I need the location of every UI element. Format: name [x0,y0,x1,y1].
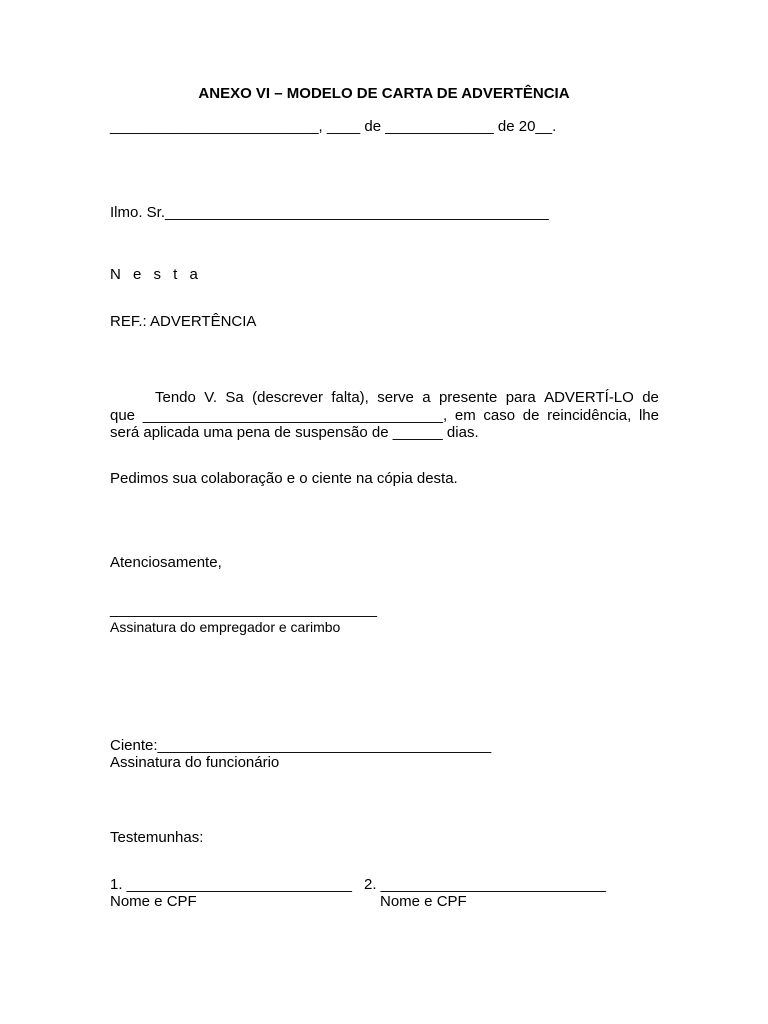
request-line: Pedimos sua colaboração e o ciente na cópia desta. [110,470,458,487]
closing-line: Atenciosamente, [110,554,222,571]
body-paragraph [110,389,659,442]
nesta-line: N e s t a [110,266,202,283]
ciente-signature-line: Ciente:________________________________________ [110,737,492,754]
document-title: ANEXO VI – MODELO DE CARTA DE ADVERTÊNCIA [198,85,570,102]
body-word: V. [204,389,218,406]
body-word: ADVERTÍ-LO [544,389,634,406]
body-word: Tendo [155,389,196,406]
body-word: Sa [225,389,244,406]
body-word: serve [377,389,414,406]
addressee-line: Ilmo. Sr.______________________________________________ [110,204,549,221]
body-paragraph-row-1 [110,389,659,407]
employee-signature-caption: Assinatura do funcionário [110,754,280,771]
body-word: presente [438,389,498,406]
witnesses-label: Testemunhas: [110,829,204,846]
body-word: para [505,389,536,406]
witness-2-line: 2. ___________________________ [364,876,606,893]
body-paragraph-row-2: que ____________________________________, em caso de reincidência, lhe [110,406,659,424]
body-word: falta), [331,389,369,406]
witness-1-line: 1. ___________________________ [110,876,352,893]
witness-1-caption: Nome e CPF [110,893,197,910]
witness-2-caption: Nome e CPF [380,893,467,910]
employer-signature-line: ________________________________ [110,601,377,618]
body-word: (descrever [252,389,323,406]
reference-line: REF.: ADVERTÊNCIA [110,313,257,330]
employer-signature-caption: Assinatura do empregador e carimbo [110,619,341,635]
body-word: a [422,389,431,406]
body-word: de [642,389,659,406]
body-paragraph-row-3: será aplicada uma pena de suspensão de ______ dias. [110,424,479,441]
date-line: _________________________, ____ de _____________ de 20__. [110,118,557,135]
